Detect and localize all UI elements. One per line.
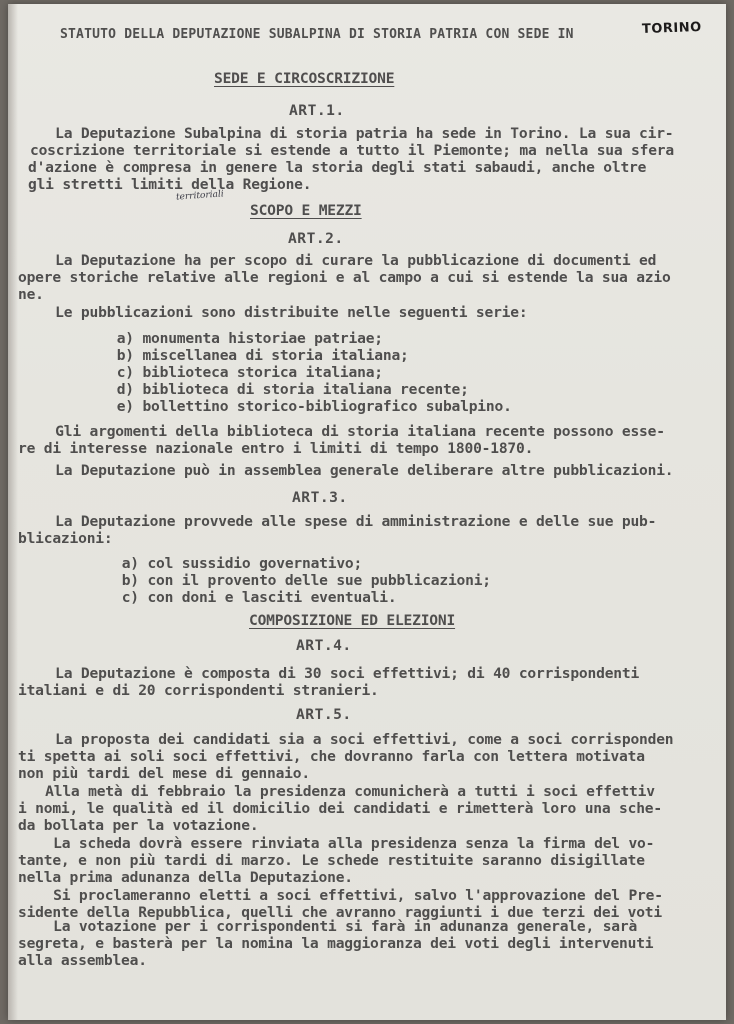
article-3-line: blicazioni: [18, 530, 113, 547]
article-5-line: nella prima adunanza della Deputazione. [18, 869, 353, 886]
article-2-line: re di interesse nazionale entro i limiti di tempo 1800-1870. [18, 440, 534, 457]
article-5-line: Si proclameranno eletti a soci effettivi, salvo l'approvazione del Pre- [36, 887, 663, 904]
article-2-line: La Deputazione ha per scopo di curare la pubblicazione di documenti ed [38, 252, 657, 269]
article-5-line: sidente della Repubblica, quelli che avranno raggiunti i due terzi dei voti [18, 904, 662, 921]
article-5-line: i nomi, le qualità ed il domicilio dei candidati e rimetterà loro una sche- [18, 800, 662, 817]
article-2-line: opere storiche relative alle regioni e al campo a cui si estende la sua azio [18, 269, 671, 286]
article-1-line: La Deputazione Subalpina di storia patria ha sede in Torino. La sua cir- [38, 125, 674, 142]
article-4-line: La Deputazione è composta di 30 soci effettivi; di 40 corrispondenti [38, 665, 640, 682]
funding-list-item: b) con il provento delle sue pubblicazioni; [53, 572, 491, 589]
article-label-2: ART.2. [288, 230, 344, 247]
article-4-line: italiani e di 20 corrispondenti stranieri. [18, 682, 379, 699]
article-label-4: ART.4. [296, 637, 352, 654]
section-heading-scopo: SCOPO E MEZZI [250, 202, 362, 219]
article-5-line: da bollata per la votazione. [18, 817, 259, 834]
article-label-3: ART.3. [292, 489, 348, 506]
section-heading-composizione: COMPOSIZIONE ED ELEZIONI [249, 612, 456, 629]
series-list-item: d) biblioteca di storia italiana recente; [48, 381, 469, 398]
article-5-line: Alla metà di febbraio la presidenza comunicherà a tutti i soci effettiv [28, 783, 655, 800]
article-1-line: coscrizione territoriale si estende a tutto il Piemonte; ma nella sua sfera [30, 142, 674, 159]
article-2-line: Gli argomenti della biblioteca di storia italiana recente possono esse- [38, 423, 665, 440]
series-list-item: c) biblioteca storica italiana; [48, 364, 383, 381]
series-list-item: a) monumenta historiae patriae; [48, 330, 383, 347]
article-2-line: La Deputazione può in assemblea generale deliberare altre pubblicazioni. [38, 462, 674, 479]
margin-note: territoriali [175, 189, 225, 203]
article-5-line: segreta, e basterà per la nomina la maggioranza dei voti degli intervenuti [18, 935, 654, 952]
article-5-line: tante, e non più tardi di marzo. Le schede restituite saranno disigillate [18, 852, 645, 869]
article-5-line: alla assemblea. [18, 952, 147, 969]
article-5-line: La votazione per i corrispondenti si farà in adunanza generale, sarà [36, 918, 638, 935]
typewritten-page [8, 4, 726, 1020]
section-heading-sede: SEDE E CIRCOSCRIZIONE [214, 70, 395, 87]
article-1-line: d'azione è compresa in genere la storia degli stati sabaudi, anche oltre [28, 159, 647, 176]
funding-list-item: a) col sussidio governativo; [53, 555, 363, 572]
article-2-line: Le pubblicazioni sono distribuite nelle seguenti serie: [38, 304, 528, 321]
series-list-item: b) miscellanea di storia italiana; [48, 347, 409, 364]
article-3-line: La Deputazione provvede alle spese di amministrazione e delle sue pub- [38, 513, 657, 530]
article-2-line: ne. [18, 286, 44, 303]
article-5-line: La proposta dei candidati sia a soci effettivi, come a soci corrisponden [38, 731, 674, 748]
funding-list-item: c) con doni e lasciti eventuali. [53, 589, 397, 606]
article-label-5: ART.5. [296, 706, 352, 723]
handwritten-city: TORINO [641, 19, 702, 38]
article-label-1: ART.1. [289, 102, 345, 119]
article-1-line: gli stretti limiti della Regione. [28, 176, 312, 193]
article-5-line: La scheda dovrà essere rinviata alla presidenza senza la firma del vo- [36, 835, 655, 852]
article-5-line: non più tardi del mese di gennaio. [18, 765, 310, 782]
series-list-item: e) bollettino storico-bibliografico subalpino. [48, 398, 512, 415]
article-5-line: ti spetta ai soli soci effettivi, che dovranno farla con lettera motivata [18, 748, 645, 765]
document-title: STATUTO DELLA DEPUTAZIONE SUBALPINA DI STORIA PATRIA CON SEDE IN [60, 27, 574, 42]
